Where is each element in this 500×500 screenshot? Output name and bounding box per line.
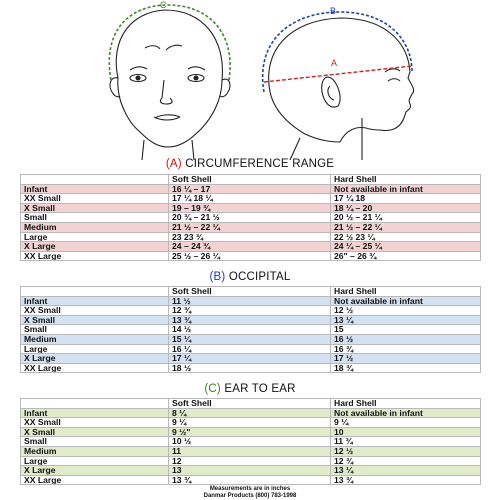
table-cell: 13 ¾ xyxy=(169,475,331,485)
table-row xyxy=(21,213,481,223)
table-row xyxy=(21,437,481,447)
table-cell: 18 ¼ – 20 xyxy=(331,203,481,213)
table-cell: X Small xyxy=(21,315,169,325)
footer-company-contact: Danmar Products (800) 783-1998 xyxy=(203,493,297,499)
table-cell: 16 ¼ xyxy=(169,344,331,354)
circumference-table xyxy=(20,174,481,261)
section-title-text: EAR TO EAR xyxy=(224,383,296,395)
table-cell: 13 ¼ xyxy=(331,315,481,325)
table-cell: 26" – 26 ¾ xyxy=(331,251,481,261)
header-cell xyxy=(21,287,169,297)
table-cell: XX Large xyxy=(21,363,169,373)
table-cell: 13 ¾ xyxy=(331,475,481,485)
table-cell: 15 xyxy=(331,325,481,335)
header-cell: Hard Shell xyxy=(331,287,481,297)
table-cell: Infant xyxy=(21,184,169,194)
table-row xyxy=(21,306,481,316)
table-row xyxy=(21,418,481,428)
table-cell: 23 23 ¾ xyxy=(169,232,331,242)
table-cell: X Small xyxy=(21,203,169,213)
table-row xyxy=(21,408,481,418)
table-cell: 18 ½ xyxy=(169,363,331,373)
table-cell: 16 ¼ – 17 xyxy=(169,184,331,194)
table-cell: 12 ½ xyxy=(331,446,481,456)
table-cell: Small xyxy=(21,213,169,223)
table-header-row xyxy=(21,399,481,409)
table-cell: 20 ¾ – 21 ½ xyxy=(169,213,331,223)
table-cell: Large xyxy=(21,456,169,466)
table-row xyxy=(21,354,481,364)
table-cell: 13 ¼ xyxy=(331,466,481,476)
section-letter: (B) xyxy=(209,271,226,283)
table-row xyxy=(21,427,481,437)
occipital-table xyxy=(20,286,481,373)
table-cell: 15 ¼ xyxy=(169,334,331,344)
table-cell: 10 ½ xyxy=(169,437,331,447)
ear-to-ear-line-c xyxy=(109,5,230,80)
table-cell: 20 ½ – 21 ¼ xyxy=(331,213,481,223)
table-cell: 11 ¾ xyxy=(331,437,481,447)
header-cell xyxy=(21,399,169,409)
table-cell: 17 ¼ 18 xyxy=(331,194,481,204)
label-c: C xyxy=(160,0,167,10)
table-cell: Small xyxy=(21,325,169,335)
table-row xyxy=(21,315,481,325)
table-cell: 12 ½ xyxy=(331,306,481,316)
header-cell xyxy=(21,175,169,185)
front-head-figure xyxy=(110,10,230,160)
section-title-text: OCCIPITAL xyxy=(228,271,291,283)
table-cell: Large xyxy=(21,344,169,354)
table-row xyxy=(21,184,481,194)
table-cell: XX Small xyxy=(21,418,169,428)
table-row xyxy=(21,251,481,261)
table-row xyxy=(21,232,481,242)
table-cell: Small xyxy=(21,437,169,447)
table-cell: 9 ½" xyxy=(169,427,331,437)
head-measurement-illustration xyxy=(0,0,500,160)
section-title-ear-to-ear xyxy=(0,383,500,395)
header-cell: Hard Shell xyxy=(331,399,481,409)
table-cell: 24 – 24 ¾ xyxy=(169,242,331,252)
section-title-text: CIRCUMFERENCE RANGE xyxy=(185,158,335,170)
section-title-occipital xyxy=(0,271,500,283)
table-cell: 12 ¾ xyxy=(169,306,331,316)
section-letter: (A) xyxy=(165,158,182,170)
table-cell: Medium xyxy=(21,334,169,344)
table-row xyxy=(21,334,481,344)
table-row xyxy=(21,222,481,232)
ear-to-ear-table xyxy=(20,398,481,485)
table-row xyxy=(21,344,481,354)
table-cell: 24 ¼ – 25 ¼ xyxy=(331,242,481,252)
table-cell: 8 ¼ xyxy=(169,408,331,418)
table-cell: Infant xyxy=(21,296,169,306)
table-row xyxy=(21,203,481,213)
footer-units-note: Measurements are in inches xyxy=(209,486,291,492)
table-cell: X Large xyxy=(21,354,169,364)
table-row xyxy=(21,475,481,485)
header-cell: Soft Shell xyxy=(169,287,331,297)
table-row xyxy=(21,446,481,456)
table-cell: 18 ¾ xyxy=(331,363,481,373)
table-cell: 12 ¾ xyxy=(331,456,481,466)
table-cell: Medium xyxy=(21,446,169,456)
table-cell: 14 ½ xyxy=(169,325,331,335)
table-cell: 12 xyxy=(169,456,331,466)
label-a: A xyxy=(331,58,338,68)
table-row xyxy=(21,325,481,335)
table-cell: 16 ½ xyxy=(331,334,481,344)
table-row xyxy=(21,194,481,204)
table-row xyxy=(21,456,481,466)
table-cell: Not available in infant xyxy=(331,296,481,306)
header-cell: Hard Shell xyxy=(331,175,481,185)
table-cell: XX Large xyxy=(21,475,169,485)
table-cell: 21 ½ – 22 ¼ xyxy=(331,222,481,232)
table-header-row xyxy=(21,287,481,297)
table-cell: Not available in infant xyxy=(331,408,481,418)
header-cell: Soft Shell xyxy=(169,175,331,185)
table-cell: 11 xyxy=(169,446,331,456)
table-cell: 22 ½ 23 ¼ xyxy=(331,232,481,242)
table-cell: Infant xyxy=(21,408,169,418)
table-cell: XX Small xyxy=(21,306,169,316)
header-cell: Soft Shell xyxy=(169,399,331,409)
section-letter: (C) xyxy=(204,383,221,395)
table-cell: 21 ½ – 22 ¼ xyxy=(169,222,331,232)
table-cell: 13 ¾ xyxy=(169,315,331,325)
table-row xyxy=(21,296,481,306)
table-cell: 17 ¼ xyxy=(169,354,331,364)
table-cell: 13 xyxy=(169,466,331,476)
table-cell: 17 ½ xyxy=(331,354,481,364)
table-cell: 17 ¼ 18 ¼ xyxy=(169,194,331,204)
table-cell: Not available in infant xyxy=(331,184,481,194)
table-cell: 11 ½ xyxy=(169,296,331,306)
table-cell: XX Large xyxy=(21,251,169,261)
table-cell: 9 ¼ xyxy=(331,418,481,428)
table-cell: X Large xyxy=(21,466,169,476)
table-cell: 10 xyxy=(331,427,481,437)
table-cell: X Large xyxy=(21,242,169,252)
table-cell: Medium xyxy=(21,222,169,232)
label-b: B xyxy=(330,6,337,16)
table-cell: 25 ½ – 26 ¼ xyxy=(169,251,331,261)
table-cell: XX Small xyxy=(21,194,169,204)
table-cell: X Small xyxy=(21,427,169,437)
table-header-row xyxy=(21,175,481,185)
footer xyxy=(0,486,500,500)
table-cell: Large xyxy=(21,232,169,242)
table-cell: 16 ¾ xyxy=(331,344,481,354)
table-row xyxy=(21,466,481,476)
table-cell: 19 – 19 ¾ xyxy=(169,203,331,213)
section-title-circumference xyxy=(0,158,500,170)
table-cell: 9 ¼ xyxy=(169,418,331,428)
table-row xyxy=(21,242,481,252)
table-row xyxy=(21,363,481,373)
side-head-figure xyxy=(269,18,414,160)
